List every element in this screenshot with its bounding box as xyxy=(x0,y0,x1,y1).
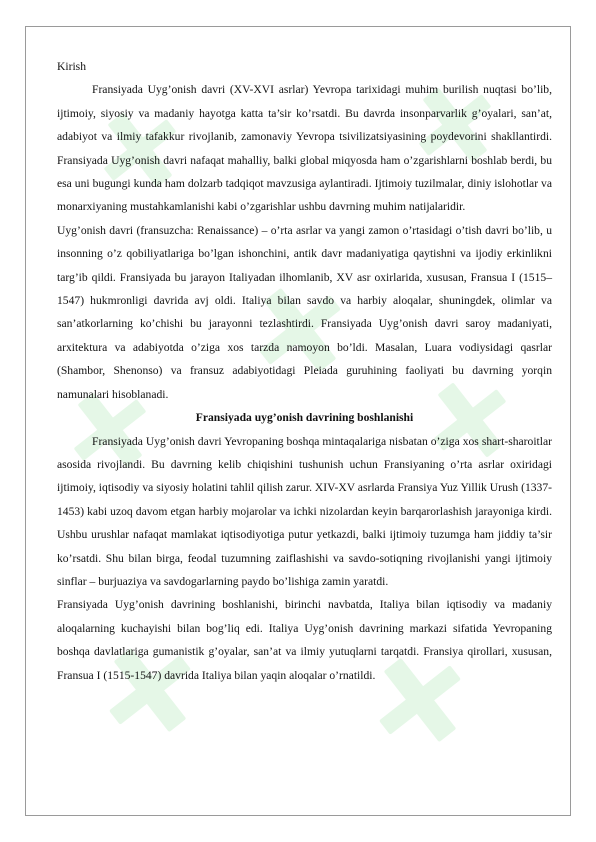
document-body xyxy=(57,55,552,687)
intro-paragraph-2: Uyg’onish davri (fransuzcha: Renaissance) – o’rta asrlar va yangi zamon o’rtasidagi o’tish davri bo’lib, u insonning o’z qobiliyatlariga bo’lgan ishonchini, antik davr madaniyatiga qaytishni va ijodiy erkinlikni targ’ib qildi. Fransiyada bu jarayon Italiyadan ilhomlanib, XV asr oxirlarida, xususan, Fransua I (1515–1547) hukmronligi davrida avj oldi. Italiya bilan savdo va harbiy aloqalar, shuningdek, olimlar va san’atkorlarning ko’chishi bu jarayonni tezlashtirdi. Fransiyada Uyg’onish davri saroy madaniyati, arxitektura va adabiyotda o’ziga xos tarzda namoyon bo’ldi. Masalan, Luara vodiysidagi qasrlar (Shambor, Shenonso) va fransuz adabiyotidagi Pleiada guruhining faoliyati bu davrning yorqin namunalari hisoblanadi. xyxy=(57,223,552,401)
intro-paragraph-1: Fransiyada Uyg’onish davri (XV-XVI asrlar) Yevropa tarixidagi muhim burilish nuqtasi bo’lib, ijtimoiy, siyosiy va madaniy hayotga katta ta’sir ko’rsatdi. Bu davrda insonparvarlik g’oyalari, san’at, adabiyot va ilmiy tafakkur rivojlanib, zamonaviy Yevropa tsivilizatsiyasining poydevorini shakllantirdi. Fransiyada Uyg’onish davri nafaqat mahalliy, balki global miqyosda ham o’zgarishlarni boshlab berdi, bu esa uni bugungi kunda ham dolzarb tadqiqot mavzusiga aylantiradi. Ijtimoiy tuzilmalar, diniy islohotlar va monarxiyaning mustahkamlanishi kabi o’zgarishlar ushbu davrning muhim natijalaridir. xyxy=(57,83,552,214)
intro-heading: Kirish xyxy=(57,60,86,73)
section-paragraph-2: Fransiyada Uyg’onish davrining boshlanishi, birinchi navbatda, Italiya bilan iqtisodiy va madaniy aloqalarning kuchayishi bilan bog’liq edi. Italiya Uyg’onish davrining markazi sifatida Yevropaning boshqa davlatlariga gumanistik g’oyalar, san’at va ilmiy yutuqlarni tarqatdi. Fransiya qirollari, xususan, Fransua I (1515-1547) davrida Italiya bilan yaqin aloqalar o’rnatildi. xyxy=(57,598,552,682)
section-heading: Fransiyada uyg’onish davrining boshlanishi xyxy=(195,411,414,425)
section-paragraph-1: Fransiyada Uyg’onish davri Yevropaning boshqa mintaqalariga nisbatan o’ziga xos shart-sharoitlar asosida rivojlandi. Bu davrning kelib chiqishini tushunish uchun Fransiyaning o’rta asrlar oxiridagi ijtimoiy, iqtisodiy va siyosiy holatini tahlil qilish zarur. XIV-XV asrlarda Fransiya Yuz Yillik Urush (1337-1453) kabi uzoq davom etgan harbiy mojarolar va ichki nizolardan keyin barqarorlashish jarayoniga kirdi. Ushbu urushlar nafaqat mamlakat iqtisodiyotiga putur yetkazdi, balki ijtimoiy tuzumga ham jiddiy ta’sir ko’rsatdi. Shu bilan birga, feodal tuzumning zaiflashishi va savdo-sotiqning rivojlanishi yangi ijtimoiy sinflar – burjuaziya va savdogarlarning paydo bo’lishiga zamin yaratdi. xyxy=(57,434,552,588)
